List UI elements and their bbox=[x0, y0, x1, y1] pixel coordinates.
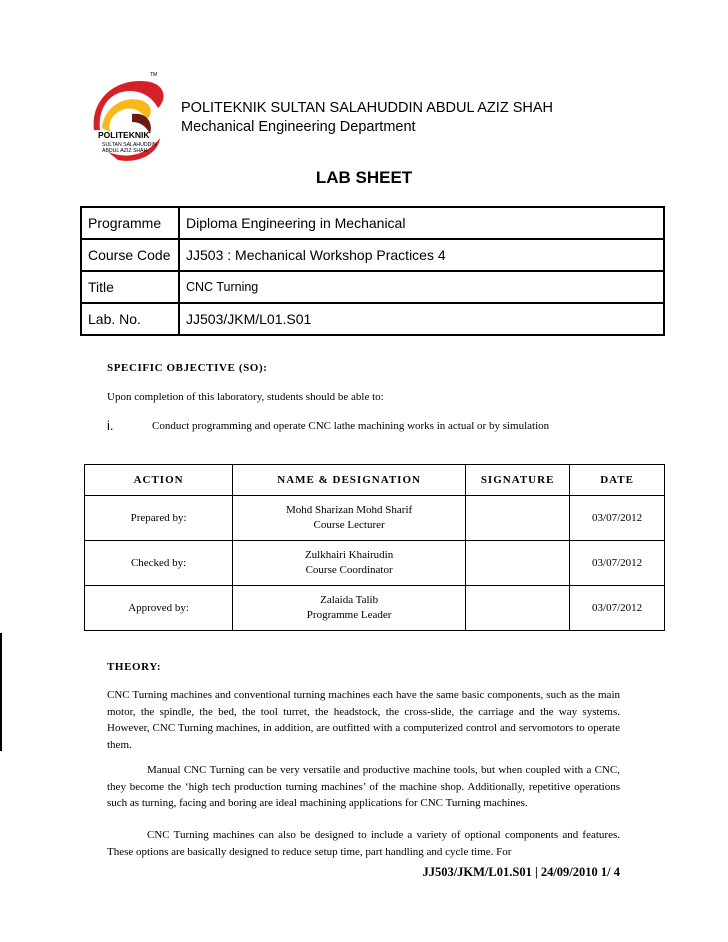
margin-line bbox=[0, 633, 2, 751]
info-value: CNC Turning bbox=[179, 271, 664, 303]
name-designation-cell bbox=[233, 586, 466, 631]
person-name: Zulkhairi Khairudin bbox=[304, 549, 394, 561]
signoff-row-prepared bbox=[85, 496, 665, 541]
info-value: JJ503/JKM/L01.S01 bbox=[179, 303, 664, 335]
info-row-lab-no bbox=[81, 303, 664, 335]
institution-header bbox=[181, 99, 553, 137]
theory-paragraph bbox=[107, 762, 620, 812]
theory-paragraph bbox=[107, 827, 620, 860]
logo-text-line-2: SULTAN SALAHUDDIN bbox=[102, 142, 157, 148]
logo-text-line-1: POLITEKNIK bbox=[98, 130, 150, 140]
course-info-table bbox=[80, 206, 665, 336]
signature-cell bbox=[466, 496, 570, 541]
objective-item-text: Conduct programming and operate CNC lathe machining works in actual or by simulation bbox=[152, 420, 550, 432]
theory-paragraph-text: Manual CNC Turning can be very versatile and productive machine tools, but when coupled with a CNC, they become the ‘high tech production turning machines’ of the machine shop. Additionally, repetitive operations such as turning, facing and boring are ideal machining applications for CNC Turning machines. bbox=[107, 764, 620, 809]
info-value: Diploma Engineering in Mechanical bbox=[179, 207, 664, 239]
header-name-designation: NAME & DESIGNATION bbox=[233, 465, 466, 496]
person-designation: Course Coordinator bbox=[305, 564, 393, 576]
theory-paragraph: CNC Turning machines and conventional turning machines each have the same basic components, such as the main motor, the spindle, the bed, the tool turret, the headstock, the cross-slide, the carriage and the way systems. However, CNC Turning machines, in addition, are outfitted with a computerized control and servomotors to operate them. bbox=[107, 689, 620, 751]
action-cell: Checked by: bbox=[85, 541, 233, 586]
info-row-programme bbox=[81, 207, 664, 239]
action-cell: Approved by: bbox=[85, 586, 233, 631]
signoff-table bbox=[84, 464, 665, 631]
signature-cell bbox=[466, 586, 570, 631]
politeknik-logo bbox=[88, 68, 168, 166]
info-row-course-code bbox=[81, 239, 664, 271]
info-row-title bbox=[81, 271, 664, 303]
date-cell: 03/07/2012 bbox=[570, 541, 665, 586]
info-label: Course Code bbox=[81, 239, 179, 271]
person-name: Mohd Sharizan Mohd Sharif bbox=[286, 504, 413, 516]
person-name: Zalaida Talib bbox=[320, 594, 379, 606]
date-cell: 03/07/2012 bbox=[570, 586, 665, 631]
logo-text-line-3: ABDUL AZIZ SHAH bbox=[102, 148, 148, 154]
theory-paragraph-text: CNC Turning machines can also be designed to include a variety of optional components and features. These options are basically designed to reduce setup time, part handling and cycle time. For bbox=[107, 829, 620, 858]
logo-tm: TM bbox=[150, 72, 158, 78]
objective-heading: SPECIFIC OBJECTIVE (SO): bbox=[107, 362, 268, 374]
page-footer: JJ503/JKM/L01.S01 | 24/09/2010 1/ 4 bbox=[422, 865, 620, 879]
info-label: Title bbox=[81, 271, 179, 303]
document-title: LAB SHEET bbox=[315, 168, 413, 187]
theory-heading: THEORY: bbox=[107, 661, 162, 673]
info-label: Programme bbox=[81, 207, 179, 239]
header-date: DATE bbox=[570, 465, 665, 496]
name-designation-cell bbox=[233, 496, 466, 541]
info-label: Lab. No. bbox=[81, 303, 179, 335]
person-designation: Programme Leader bbox=[306, 609, 392, 621]
institution-name: POLITEKNIK SULTAN SALAHUDDIN ABDUL AZIZ SHAH bbox=[181, 100, 553, 116]
action-cell: Prepared by: bbox=[85, 496, 233, 541]
objective-intro: Upon completion of this laboratory, students should be able to: bbox=[107, 391, 384, 403]
signoff-row-checked bbox=[85, 541, 665, 586]
header-action: ACTION bbox=[85, 465, 233, 496]
date-cell: 03/07/2012 bbox=[570, 496, 665, 541]
signature-cell bbox=[466, 541, 570, 586]
header-signature: SIGNATURE bbox=[466, 465, 570, 496]
signoff-header-row bbox=[85, 465, 665, 496]
name-designation-cell bbox=[233, 541, 466, 586]
signoff-row-approved bbox=[85, 586, 665, 631]
person-designation: Course Lecturer bbox=[313, 519, 385, 531]
objective-item-number: i. bbox=[107, 418, 114, 433]
info-value: JJ503 : Mechanical Workshop Practices 4 bbox=[179, 239, 664, 271]
department-name: Mechanical Engineering Department bbox=[181, 119, 416, 135]
